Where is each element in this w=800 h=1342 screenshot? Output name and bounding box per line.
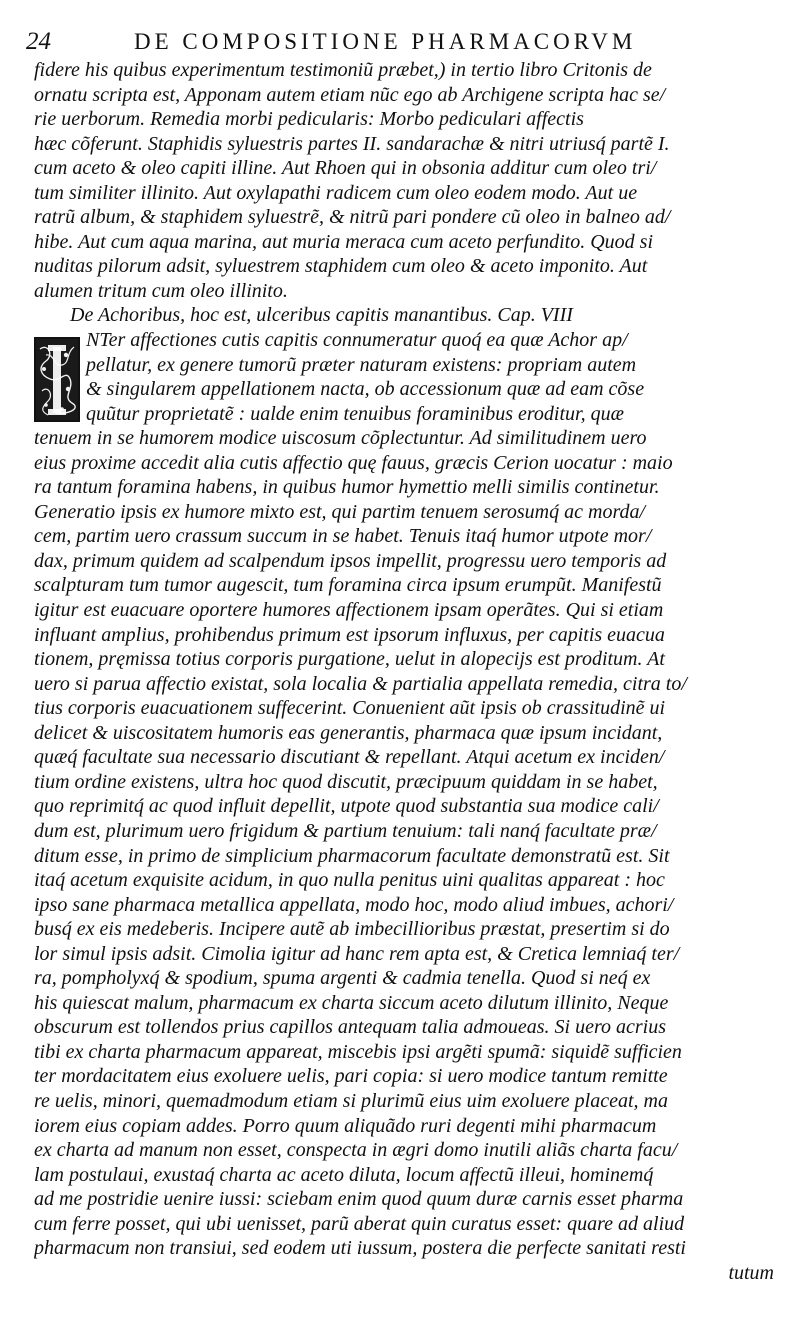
page-header (26, 26, 774, 58)
text-line: igitur est euacuare oportere humores affectionem ipsam operãtes. Qui si etiam (34, 599, 664, 622)
text-line: eius proxime accedit alia cutis affectio quę fauus, græcis Cerion uocatur : maio (34, 451, 673, 474)
text-line: tius corporis euacuationem suffecerint. Conuenient aũt ipsis ob crassitudinẽ ui (34, 697, 666, 720)
text-line: uero si parua affectio existat, sola localia & partialia appellata remedia, citra to/ (34, 672, 687, 695)
text-line: tum similiter illinito. Aut oxylapathi radicem cum oleo eodem modo. Aut ue (34, 181, 638, 204)
text-line: ra tantum foramina habens, in quibus humor hymettio melli similis continetur. (34, 476, 660, 499)
text-line: quæq́ facultate sua necessario discutiant & repellant. Atqui acetum ex inciden/ (34, 746, 665, 769)
text-line: Generatio ipsis ex humore mixto est, qui partim tenuem serosumq́ ac morda/ (34, 500, 646, 523)
text-line: itaq́ acetum exquisite acidum, in quo nulla penitus uini qualitas appareat : hoc (34, 869, 665, 892)
text-line: cum aceto & oleo capiti illine. Aut Rhoen qui in obsonia additur cum oleo tri/ (34, 157, 657, 180)
text-line: tenuem in se humorem modice uiscosum cõplectuntur. Ad similitudinem uero (34, 427, 647, 450)
text-line: dum est, plurimum uero frigidum & partium tenuium: tali nanq́ facultate præ/ (34, 819, 657, 842)
text-line: his quiescat malum, pharmacum ex charta siccum aceto dilutum illinito, Neque (34, 991, 669, 1014)
text-line: iorem eius copiam addes. Porro quum aliquãdo ruri degenti mihi pharmacum (34, 1114, 657, 1137)
catchword: tutum (728, 1261, 774, 1284)
body-text (34, 58, 774, 1285)
text-line: influant amplius, prohibendus primum est ipsorum influxus, per capitis euacua (34, 623, 665, 646)
text-line: fidere his quibus experimentum testimoniũ præbet,) in tertio libro Critonis de (34, 59, 652, 81)
text-line: ad me postridie uenire iussi: sciebam enim quod quum duræ carnis esset pharma (34, 1188, 684, 1211)
text-line: busq́ ex eis medeberis. Incipere autẽ ab imbecillioribus præstat, presertim si do (34, 918, 670, 941)
text-line: ornatu scripta est, Apponam autem etiam nũc ego ab Archigene scripta hac se/ (34, 83, 666, 106)
text-line: & singularem appellationem nacta, ob accessionum quæ ad eam cõse (86, 378, 645, 401)
text-line: ditum esse, in primo de simplicium pharmacorum facultate demonstratũ est. Sit (34, 844, 670, 867)
text-line: dax, primum quidem ad scalpendum ipsos impellit, progressu uero temporis ad (34, 549, 667, 572)
text-line: cem, partim uero crassum succum in se habet. Tenuis itaq́ humor utpote mor/ (34, 525, 652, 548)
chapter-heading: De Achoribus, hoc est, ulceribus capitis manantibus. Cap. VIII (70, 304, 573, 327)
text-line: alumen tritum cum oleo illinito. (34, 279, 288, 302)
text-line: NTer affectiones cutis capitis connumeratur quoq́ ea quæ Achor ap/ (86, 329, 628, 352)
text-line: cum ferre posset, qui ubi uenisset, parũ aberat quin curatus esset: quare ad aliud (34, 1212, 685, 1235)
text-line: scalpturam tum tumor augescit, tum foramina circa ipsum erumpũt. Manifestũ (34, 574, 662, 597)
text-line: obscurum est tollendos prius capillos antequam talia admoueas. Si uero acrius (34, 1016, 667, 1039)
text-line: tibi ex charta pharmacum appareat, miscebis ipsi argẽti spumã: siquidẽ sufficien (34, 1040, 682, 1063)
text-line: ipso sane pharmaca metallica appellata, modo hoc, modo aliud imbues, achori/ (34, 893, 674, 916)
text-line: quũtur proprietatẽ : ualde enim tenuibus foraminibus eroditur, quæ (86, 402, 624, 425)
text-line: tium ordine existens, ultra hoc quod discutit, præcipuum quiddam in se habet, (34, 770, 658, 793)
text-line: nuditas pilorum adsit, syluestrem staphidem cum oleo & aceto imponito. Aut (34, 255, 648, 278)
text-line: lor simul ipsis adsit. Cimolia igitur ad hanc rem apta est, & Cretica lemniaq́ ter/ (34, 942, 680, 965)
running-head: DE COMPOSITIONE PHARMACORVM (134, 29, 637, 54)
text-line: ratrũ album, & staphidem syluestrẽ, & nitrũ pari pondere cũ oleo in balneo ad/ (34, 206, 671, 229)
text-line: ra, pompholyxq́ & spodium, spuma argenti & cadmia tenella. Quod si neq́ ex (34, 967, 651, 990)
text-line: hibe. Aut cum aqua marina, aut muria meraca cum aceto perfundito. Quod si (34, 230, 654, 253)
text-line: delicet & uiscositatem humoris eas generantis, pharmaca quæ ipsum incidant, (34, 721, 663, 744)
page-number: 24 (26, 28, 51, 55)
text-line: lam postulaui, exustaq́ charta ac aceto diluta, locum affectũ illeui, hominemq́ (34, 1163, 654, 1186)
text-line: quo reprimitq́ ac quod influit depellit, utpote quod substantia sua modice cali/ (34, 795, 659, 818)
text-line: ter mordacitatem eius exoluere uelis, pari copia: si uero modice tantum remitte (34, 1065, 668, 1088)
text-line: pellatur, ex genere tumorũ præter naturam existens: propriam autem (86, 353, 637, 376)
text-line: pharmacum non transiui, sed eodem uti iussum, postera die perfecte sanitati resti (34, 1237, 686, 1260)
text-line: rie uerborum. Remedia morbi pedicularis: Morbo pediculari affectis (34, 108, 584, 131)
text-line: hæc cõferunt. Staphidis syluestris partes II. sandarachæ & nitri utriusq́ partẽ I. (34, 132, 670, 155)
text-line: re uelis, minori, quemadmodum etiam si plurimũ eius uim exoluere placeat, ma (34, 1089, 668, 1112)
text-line: tionem, pręmissa totius corporis purgatione, uelut in alopecijs est proditum. At (34, 648, 665, 671)
text-line: ex charta ad manum non esset, conspecta in ægri domo inutili aliãs charta facu/ (34, 1139, 678, 1162)
